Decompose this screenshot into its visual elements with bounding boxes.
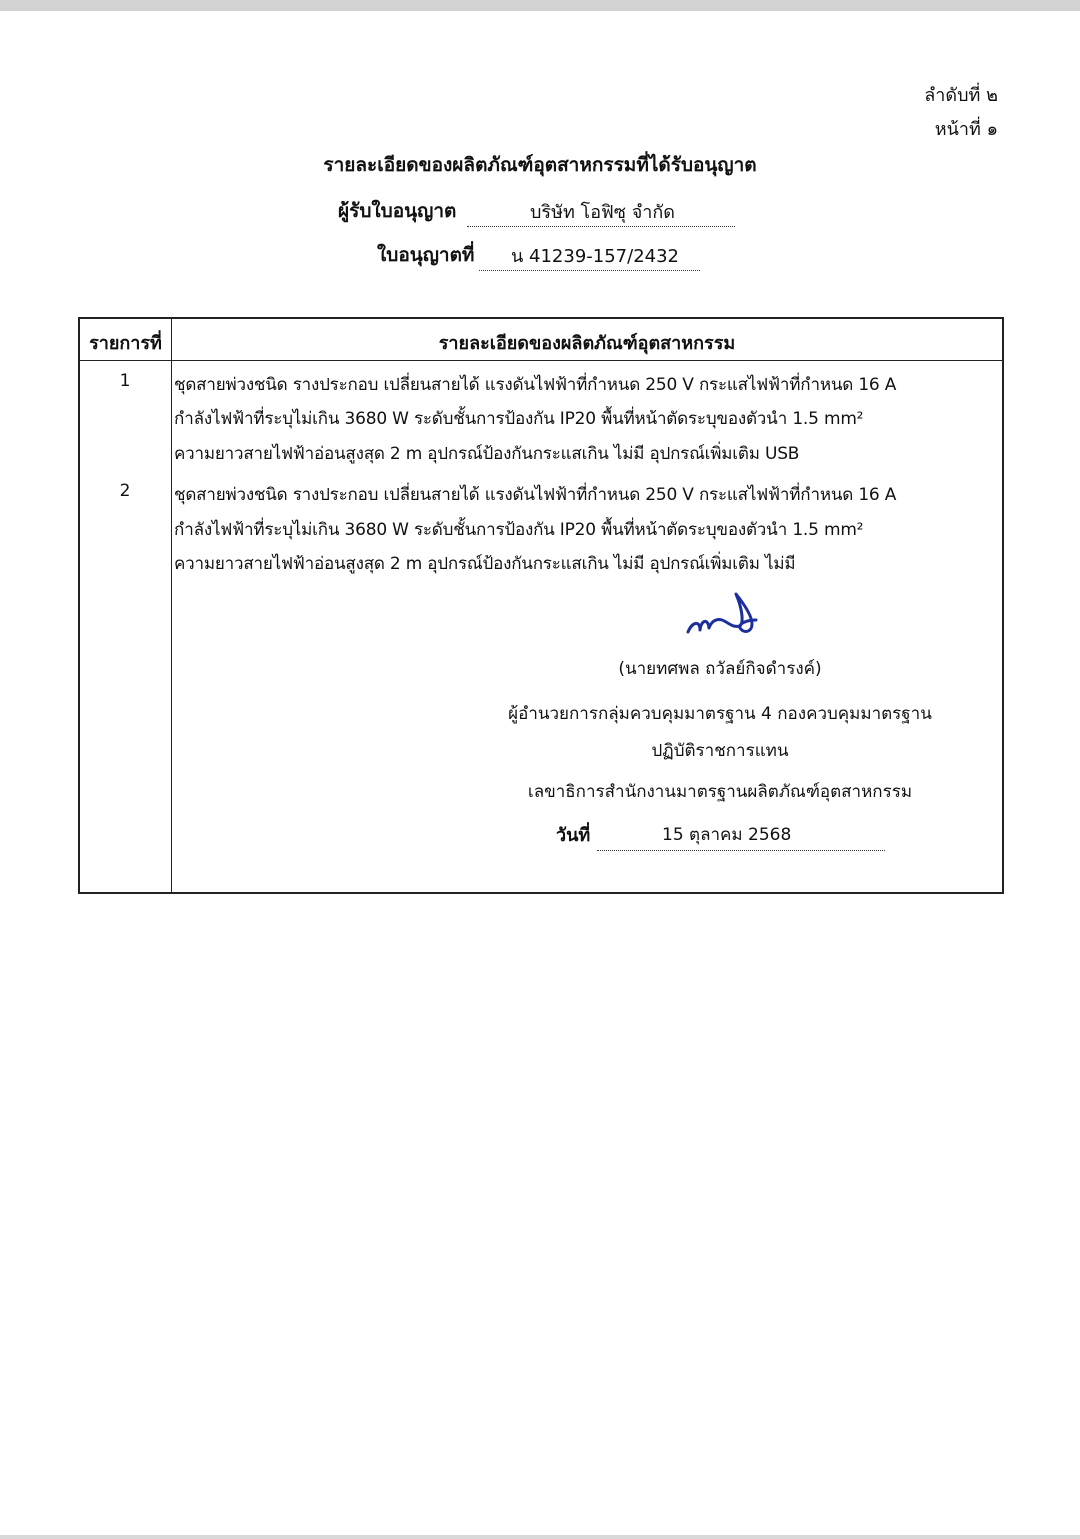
license-number-label: ใบอนุญาตที่	[377, 244, 475, 266]
page-number: หน้าที่ ๑	[934, 119, 998, 140]
acting-on-behalf: ปฏิบัติราชการแทน	[651, 741, 789, 761]
license-number-value: น 41239-157/2432	[511, 246, 680, 267]
license-number-dotline	[479, 270, 700, 271]
licensee-label: ผู้รับใบอนุญาต	[338, 200, 457, 222]
order-number: ลำดับที่ ๒	[924, 85, 998, 106]
row-2-number: 2	[119, 481, 131, 501]
row-2-line-1: ชุดสายพ่วงชนิด รางประกอบ เปลี่ยนสายได้ แรงดันไฟฟ้าที่กำหนด 250 V กระแสไฟฟ้าที่กำหนด 16 A	[174, 485, 897, 505]
row-1-line-2: กำลังไฟฟ้าที่ระบุไม่เกิน 3680 W ระดับชั้นการป้องกัน IP20 พื้นที่หน้าตัดระบุของตัวนำ 1.5 mm²	[174, 409, 864, 429]
bottom-gray-bar	[0, 1535, 1080, 1539]
header-product-details: รายละเอียดของผลิตภัณฑ์อุตสาหกรรม	[438, 333, 736, 354]
header-item-no: รายการที่	[89, 333, 162, 354]
signatory-name: (นายทศพล ถวัลย์กิจดำรงค์)	[618, 659, 822, 679]
date-label: วันที่	[556, 825, 591, 846]
row-2-line-3: ความยาวสายไฟฟ้าอ่อนสูงสุด 2 m อุปกรณ์ป้องกันกระแสเกิน ไม่มี อุปกรณ์เพิ่มเติม ไม่มี	[174, 554, 796, 574]
date-dotline	[597, 850, 885, 851]
row-1-line-3: ความยาวสายไฟฟ้าอ่อนสูงสุด 2 m อุปกรณ์ป้องกันกระแสเกิน ไม่มี อุปกรณ์เพิ่มเติม USB	[174, 444, 800, 464]
top-gray-bar	[0, 0, 1080, 11]
product-details-table	[78, 317, 1004, 894]
row-2-line-2: กำลังไฟฟ้าที่ระบุไม่เกิน 3680 W ระดับชั้นการป้องกัน IP20 พื้นที่หน้าตัดระบุของตัวนำ 1.5 mm²	[174, 520, 864, 540]
date-value: 15 ตุลาคม 2568	[662, 825, 792, 845]
header-divider	[80, 360, 1002, 361]
secretary-general-title: เลขาธิการสำนักงานมาตรฐานผลิตภัณฑ์อุตสาหกรรม	[527, 782, 913, 802]
column-divider	[171, 319, 172, 892]
row-1-line-1: ชุดสายพ่วงชนิด รางประกอบ เปลี่ยนสายได้ แรงดันไฟฟ้าที่กำหนด 250 V กระแสไฟฟ้าที่กำหนด 16 A	[174, 375, 897, 395]
licensee-dotline	[467, 226, 735, 227]
licensee-value: บริษัท โอฟิซุ จำกัด	[530, 202, 675, 223]
handwritten-signature	[682, 586, 762, 638]
document-title: รายละเอียดของผลิตภัณฑ์อุตสาหกรรมที่ได้รับอนุญาต	[323, 154, 757, 176]
signatory-position: ผู้อำนวยการกลุ่มควบคุมมาตรฐาน 4 กองควบคุมมาตรฐาน	[508, 704, 932, 724]
row-1-number: 1	[119, 371, 131, 391]
